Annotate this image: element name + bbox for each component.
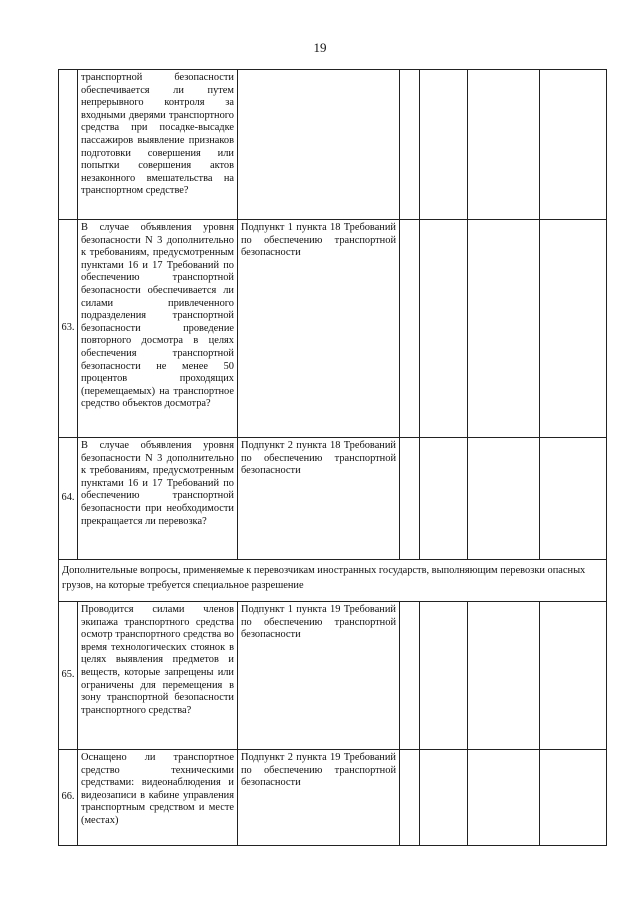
answer-cell <box>540 220 607 438</box>
reference-text <box>238 70 400 220</box>
row-number: 65. <box>59 602 78 750</box>
row-number: 66. <box>59 750 78 846</box>
answer-cell <box>400 220 420 438</box>
answer-cell <box>468 750 540 846</box>
reference-text: Подпункт 2 пункта 18 Требований по обеспечению транспортной безопасности <box>238 438 400 560</box>
reference-text: Подпункт 2 пункта 19 Требований по обеспечению транспортной безопасности <box>238 750 400 846</box>
section-row <box>59 560 607 602</box>
question-text: Оснащено ли транспортное средство техническими средствами: видеонаблюдения и видеозаписи в кабине управления транспортным средством и месте (местах) <box>78 750 238 846</box>
answer-cell <box>400 438 420 560</box>
answer-cell <box>420 70 468 220</box>
answer-cell <box>468 70 540 220</box>
answer-cell <box>420 438 468 560</box>
answer-cell <box>540 750 607 846</box>
reference-text: Подпункт 1 пункта 19 Требований по обеспечению транспортной безопасности <box>238 602 400 750</box>
question-text: транспортной безопасности обеспечивается ли путем непрерывного контроля за входными дверями транспортного средства при посадке-высадке пассажиров выявление признаков подготовки совершения или попытки совершения актов незаконного вмешательства на транспортном средстве? <box>78 70 238 220</box>
table-row <box>59 602 607 750</box>
answer-cell <box>468 220 540 438</box>
checklist-table <box>58 69 607 846</box>
table-row <box>59 220 607 438</box>
answer-cell <box>420 602 468 750</box>
answer-cell <box>468 438 540 560</box>
answer-cell <box>540 438 607 560</box>
answer-cell <box>400 602 420 750</box>
section-heading: Дополнительные вопросы, применяемые к перевозчикам иностранных государств, выполняющим перевозки опасных грузов, на которые требуется специальное разрешение <box>59 560 607 602</box>
table-row <box>59 750 607 846</box>
answer-cell <box>420 750 468 846</box>
answer-cell <box>420 220 468 438</box>
table-row <box>59 70 607 220</box>
answer-cell <box>540 70 607 220</box>
question-text: В случае объявления уровня безопасности N 3 дополнительно к требованиям, предусмотренным пунктами 16 и 17 Требований по обеспечению транспортной безопасности при необходимости прекращается ли перевозка? <box>78 438 238 560</box>
answer-cell <box>540 602 607 750</box>
table-row <box>59 438 607 560</box>
answer-cell <box>400 70 420 220</box>
reference-text: Подпункт 1 пункта 18 Требований по обеспечению транспортной безопасности <box>238 220 400 438</box>
row-number: 64. <box>59 438 78 560</box>
question-text: Проводится силами членов экипажа транспортного средства осмотр транспортного средства во время технологических стоянок в целях выявления предметов и веществ, которые запрещены или ограничены для перемещения в зону транспортной безопасности транспортного средства? <box>78 602 238 750</box>
question-text: В случае объявления уровня безопасности N 3 дополнительно к требованиям, предусмотренным пунктами 16 и 17 Требований по обеспечению транспортной безопасности обеспечивается ли силами привлеченного подразделения транспортной безопасности проведение повторного досмотра в целях обеспечения транспортной безопасности не менее 50 процентов проходящих (перемещаемых) на транспортное средство объектов досмотра? <box>78 220 238 438</box>
page-number: 19 <box>313 40 327 55</box>
answer-cell <box>468 602 540 750</box>
answer-cell <box>400 750 420 846</box>
row-number <box>59 70 78 220</box>
row-number: 63. <box>59 220 78 438</box>
